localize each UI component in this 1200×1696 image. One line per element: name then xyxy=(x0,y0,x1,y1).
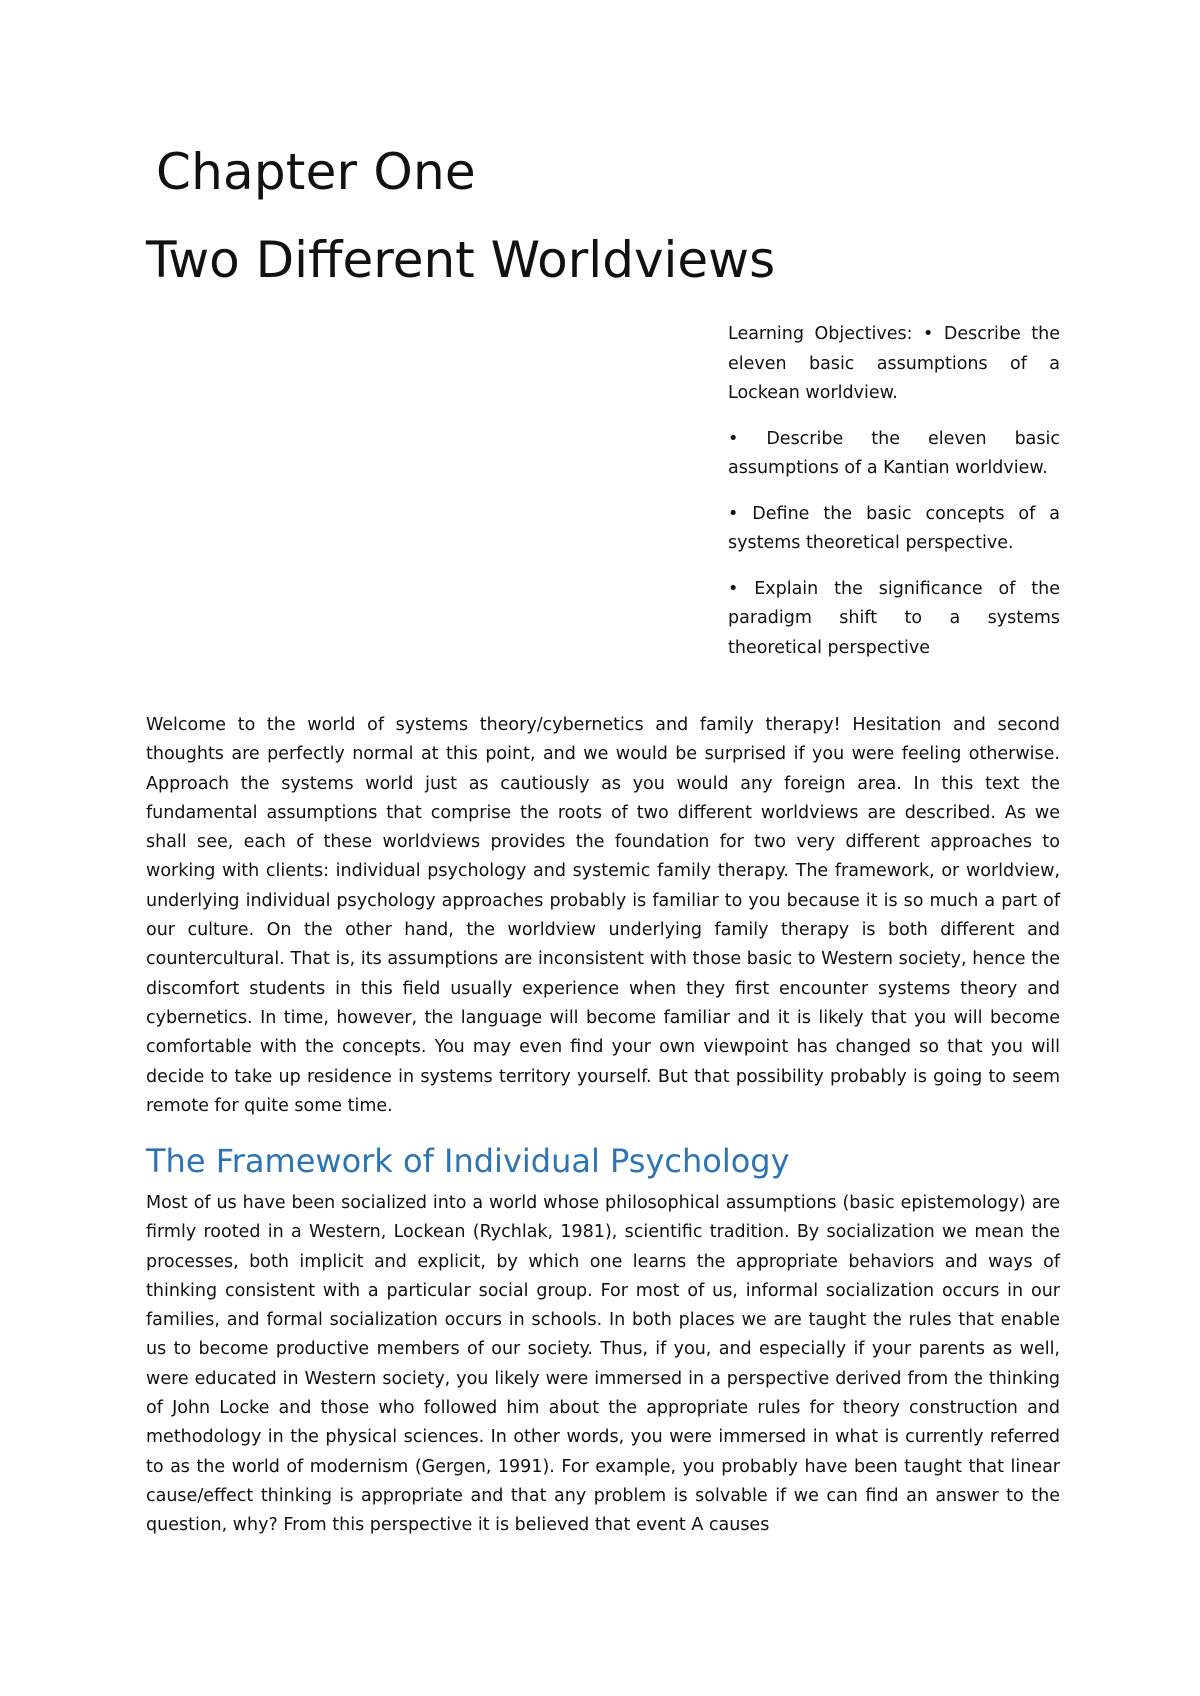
section-paragraph: Most of us have been socialized into a world whose philosophical assumptions (basic epistemology) are firmly rooted in a Western, Lockean (Rychlak, 1981), scientific tradition. By socialization we mean the processes, both implicit and explicit, by which one learns the appropriate behaviors and ways of thinking consistent with a particular social group. For most of us, informal socialization occurs in our families, and formal socialization occurs in schools. In both places we are taught the rules that enable us to become productive members of our society. Thus, if you, and especially if your parents as well, were educated in Western society, you likely were immersed in a perspective derived from the thinking of John Locke and those who followed him about the appropriate rules for theory construction and methodology in the physical sciences. In other words, you were immersed in what is currently referred to as the world of modernism (Gergen, 1991). For example, you probably have been taught that linear cause/effect thinking is appropriate and that any problem is solvable if we can find an answer to the question, why? From this perspective it is believed that event A causes xyxy=(146,1193,1060,1536)
objective-item: • Explain the significance of the paradigm shift to a systems theoretical perspective xyxy=(728,578,1060,658)
learning-objectives xyxy=(728,320,1060,679)
objective-item: • Define the basic concepts of a systems theoretical perspective. xyxy=(728,503,1060,553)
intro-paragraph: Welcome to the world of systems theory/cybernetics and family therapy! Hesitation and second thoughts are perfectly normal at this point, and we would be surprised if you were feeling otherwise. Approach the systems world just as cautiously as you would any foreign area. In this text the fundamental assumptions that comprise the roots of two different worldviews are described. As we shall see, each of these worldviews provides the foundation for two very different approaches to working with clients: individual psychology and systemic family therapy. The framework, or worldview, underlying individual psychology approaches probably is familiar to you because it is so much a part of our culture. On the other hand, the worldview underlying family therapy is both different and countercultural. That is, its assumptions are inconsistent with those basic to Western society, hence the discomfort students in this field usually experience when they first encounter systems theory and cybernetics. In time, however, the language will become familiar and it is likely that you will become comfortable with the concepts. You may even find your own viewpoint has changed so that you will decide to take up residence in systems territory yourself. But that possibility probably is going to seem remote for quite some time. xyxy=(146,715,1060,1116)
chapter-subtitle: Two Different Worldviews xyxy=(146,231,776,289)
chapter-title: Chapter One xyxy=(156,143,476,201)
objective-item: Learning Objectives: • Describe the eleven basic assumptions of a Lockean worldview. xyxy=(728,324,1060,403)
objective-item: • Describe the eleven basic assumptions of a Kantian worldview. xyxy=(728,428,1060,478)
section-heading: The Framework of Individual Psychology xyxy=(146,1142,790,1180)
